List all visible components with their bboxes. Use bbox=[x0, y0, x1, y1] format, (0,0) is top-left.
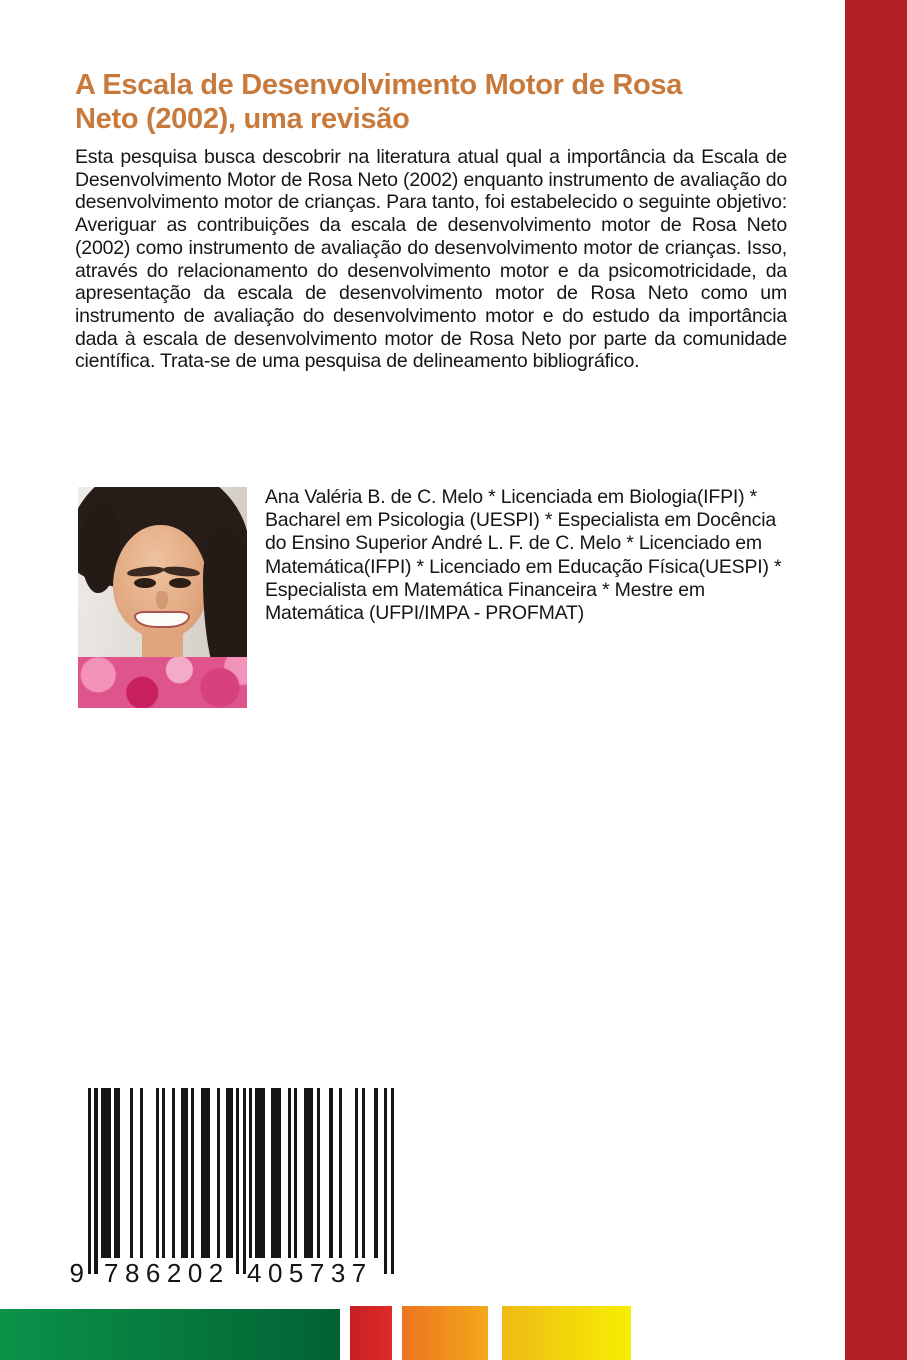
barcode-digit-prefix: 9 bbox=[69, 1258, 84, 1288]
book-title-line1: A Escala de Desenvolvimento Motor de Rosa bbox=[75, 69, 683, 101]
abstract-paragraph: Esta pesquisa busca descobrir na literatura atual qual a importância da Escala de Desenvolvimento Motor de Rosa Neto (2002) enquanto instrumento de avaliação do desenvolvimento motor de crianças. Para tanto, foi estabelecido o seguinte objetivo: Averiguar as contribuições da escala de desenvolvimento motor de Rosa Neto (2002) como instrumento de avaliação do desenvolvimento motor de crianças. Isso, através do relacionamento do desenvolvimento motor e da psicomotricidade, da apresentação da escala de desenvolvimento motor de Rosa Neto como um instrumento de avaliação do desenvolvimento motor e do estudo da importância dada à escala de desenvolvimento motor de Rosa Neto por parte da comunidade científica. Trata-se de uma pesquisa de delineamento bibliográfico. bbox=[75, 146, 787, 373]
spine-stripe bbox=[845, 0, 907, 1360]
barcode-digit-group1: 786202 bbox=[104, 1258, 230, 1288]
footer-block-orange bbox=[402, 1306, 488, 1360]
photo-right-eye bbox=[169, 578, 191, 588]
barcode-digit-group2: 405737 bbox=[247, 1258, 373, 1288]
book-title-line2: Neto (2002), uma revisão bbox=[75, 103, 410, 135]
photo-left-eye bbox=[134, 578, 156, 588]
author-bio: Ana Valéria B. de C. Melo * Licenciada em Biologia(IFPI) * Bacharel em Psicologia (UESPI) * Especialista em Docência do Ensino Superior André L. F. de C. Melo * Licenciado em Matemática(IFPI) * Licenciado em Educação Física(UESPI) * Especialista em Matemática Financeira * Mestre em Matemática (UFPI/IMPA - PROFMAT) bbox=[265, 486, 782, 625]
book-title bbox=[75, 68, 790, 136]
footer-block-green bbox=[0, 1309, 340, 1360]
footer-color-strip bbox=[0, 1306, 845, 1360]
author-photo bbox=[78, 487, 247, 708]
barcode-bar bbox=[391, 1088, 394, 1274]
photo-nose bbox=[156, 591, 168, 609]
barcode-bars bbox=[88, 1088, 394, 1274]
footer-block-yellow bbox=[502, 1306, 631, 1360]
photo-pink-top bbox=[78, 657, 247, 708]
isbn-barcode bbox=[69, 1088, 394, 1288]
footer-block-red bbox=[350, 1306, 392, 1360]
